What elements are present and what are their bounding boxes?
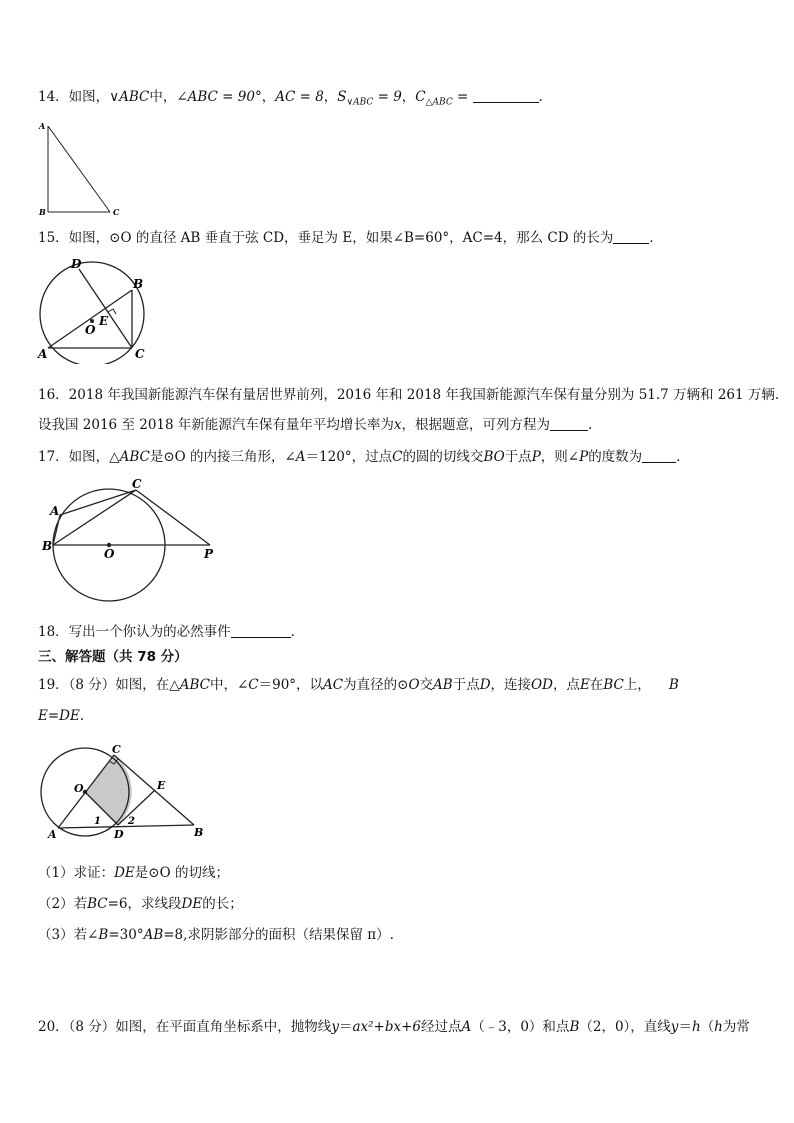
q19-part1-a: （1）求证： xyxy=(38,865,115,881)
q14-text xyxy=(38,88,552,112)
q19-e: ＝90°，以 xyxy=(258,677,324,693)
q14-condition-angle: ∠ABC = 90° xyxy=(176,89,262,105)
q17-e: ＝120°，过点 xyxy=(305,449,393,465)
q20-e: 经过点 xyxy=(421,1019,462,1035)
q19-label-angle-2: 2 xyxy=(128,816,135,827)
q15-label-o: O xyxy=(85,323,96,337)
q20-o: 为常 xyxy=(722,1019,750,1035)
q17-end: ． xyxy=(676,449,690,465)
q17-j: P xyxy=(531,449,541,465)
q19-label-o: O xyxy=(74,782,84,795)
q19-text xyxy=(38,676,679,694)
q19-p: E xyxy=(579,677,590,693)
q19-t: B xyxy=(668,677,679,693)
q20-f: A xyxy=(461,1019,472,1035)
q17-i: 于点 xyxy=(504,449,532,465)
q19-o: ，点 xyxy=(552,677,580,693)
q18-end: ． xyxy=(290,624,305,640)
q17-text xyxy=(38,448,690,466)
q19-part3-b: ∠B xyxy=(87,927,109,943)
q20-i: （2，0），直线 xyxy=(579,1019,671,1035)
q19-line2-expr: E=DE xyxy=(38,708,80,724)
q14-perimeter-eq: = xyxy=(452,89,469,105)
q14-area-symbol: S xyxy=(337,89,347,105)
q19-label-a: A xyxy=(48,828,57,840)
q14-perimeter-symbol: C xyxy=(415,89,426,105)
q20-a: 20．（8 分）如图，在平面直角坐标系中，抛物线 xyxy=(38,1019,332,1035)
q19-figure xyxy=(36,740,216,840)
q17-side-bc xyxy=(53,490,136,545)
q16-line2-a: 设我国 2016 至 2018 年新能源汽车保有量年平均增长率为 xyxy=(38,417,394,433)
q19-part3-d: AB xyxy=(143,927,164,943)
q17-f: C xyxy=(392,449,403,465)
q17-g: 的圆的切线交 xyxy=(402,449,484,465)
q20-k: ＝ xyxy=(678,1019,692,1035)
q17-k: ，则∠ xyxy=(540,449,580,465)
section-3-heading: 三、解答题（共 78 分） xyxy=(38,649,188,665)
q19-i: 交 xyxy=(419,677,434,693)
q15-circle xyxy=(40,262,144,364)
q19-label-angle-1: 1 xyxy=(94,816,101,827)
q19-r: BC xyxy=(603,677,624,693)
q17-label-c: C xyxy=(132,478,142,491)
q18-text xyxy=(38,623,304,641)
q14-side-ac xyxy=(48,126,110,212)
q19-s: 上， xyxy=(623,677,651,693)
q19-c: 中， xyxy=(209,677,237,693)
q20-m: （ xyxy=(700,1019,715,1035)
q19-a: 19．（8 分）如图，在 xyxy=(38,677,170,693)
q17-a: 17．如图， xyxy=(38,449,110,465)
q19-label-b: B xyxy=(194,826,204,839)
q19-part3-e: =8,求阴影部分的面积（结果保留 π）. xyxy=(163,927,394,943)
q16-line2-b: ，根据题意，可列方程为 xyxy=(401,417,551,433)
q18-answer-blank[interactable] xyxy=(231,623,291,638)
q19-label-e: E xyxy=(157,779,166,792)
q19-side-ab xyxy=(58,825,194,828)
q15-figure xyxy=(34,252,154,364)
q14-figure xyxy=(36,118,126,218)
q16-variable: x xyxy=(393,417,402,433)
q19-part2-a: （2）若 xyxy=(38,896,88,912)
q19-part2-b: BC xyxy=(87,896,108,912)
q14-zhong: 中， xyxy=(149,89,177,105)
q15-label-c: C xyxy=(135,347,145,361)
q19-part3-c: =30° xyxy=(108,927,144,943)
q17-figure xyxy=(38,478,228,608)
q19-j: AB xyxy=(433,677,453,693)
q15-body: 15．如图，⊙O 的直径 AB 垂直于弦 CD，垂足为 E，如果∠B=60°，AC=4，那么 CD 的长为 xyxy=(38,230,614,246)
q14-sep1: ， xyxy=(261,89,276,105)
q19-f: AC xyxy=(323,677,344,693)
q19-part1 xyxy=(38,864,229,882)
q20-d: ax²+bx+6 xyxy=(352,1019,421,1035)
q19-part2 xyxy=(38,895,243,913)
q20-g: （﹣3，0）和点 xyxy=(471,1019,570,1035)
q15-diameter-ab xyxy=(48,290,132,348)
q19-h: O xyxy=(408,677,420,693)
q19-part3-a: （3）若 xyxy=(38,927,88,943)
q17-label-b: B xyxy=(42,539,53,553)
q19-part1-b: DE xyxy=(114,865,135,881)
q15-label-a: A xyxy=(38,347,48,361)
q17-m: 的度数为 xyxy=(588,449,643,465)
q14-condition-ac: AC = 8 xyxy=(275,89,324,105)
q20-b: y xyxy=(331,1019,339,1035)
q14-sep2: ， xyxy=(323,89,338,105)
q20-h: B xyxy=(569,1019,580,1035)
q14-end: ． xyxy=(538,89,553,105)
q19-line2-end: . xyxy=(79,708,85,724)
q15-label-b: B xyxy=(133,277,144,291)
q19-m: ，连接 xyxy=(490,677,532,693)
q17-h: BO xyxy=(483,449,505,465)
q19-line2 xyxy=(38,707,84,725)
q19-part2-d: DE xyxy=(181,896,203,912)
q19-label-c: C xyxy=(112,743,121,756)
q14-label-b: B xyxy=(39,207,46,217)
q19-k: 于点 xyxy=(452,677,480,693)
q14-area-value: = 9 xyxy=(373,89,402,105)
q14-sep3: ， xyxy=(401,89,416,105)
q20-text xyxy=(38,1018,750,1036)
q15-label-d: D xyxy=(71,257,82,271)
q17-side-ac xyxy=(60,490,136,515)
q15-end: ． xyxy=(649,230,663,246)
q17-label-a: A xyxy=(50,504,60,518)
q14-number: 14．如图， xyxy=(38,89,110,105)
q19-g: 为直径的⊙ xyxy=(343,677,409,693)
q16-answer-blank[interactable] xyxy=(550,416,588,431)
q17-tangent-cp xyxy=(136,490,210,545)
q14-answer-blank[interactable] xyxy=(473,88,539,103)
q17-l: P xyxy=(579,449,589,465)
q14-label-a: A xyxy=(39,121,46,131)
q16-line2 xyxy=(38,416,592,434)
q17-answer-blank[interactable] xyxy=(642,448,676,463)
q20-l: h xyxy=(691,1019,701,1035)
q19-part1-c: 是⊙O 的切线； xyxy=(134,865,229,881)
q14-perimeter-sub: △ABC xyxy=(425,97,453,108)
q20-n: h xyxy=(714,1019,723,1035)
q15-text xyxy=(38,229,663,247)
q19-q: 在 xyxy=(589,677,604,693)
q18-body: 18．写出一个你认为的必然事件 xyxy=(38,624,231,640)
q17-label-o: O xyxy=(104,547,115,561)
q14-triangle: ∨ABC xyxy=(109,89,150,105)
q17-c: 是⊙O 的内接三角形， xyxy=(149,449,285,465)
q17-label-p: P xyxy=(204,547,214,561)
q20-c: ＝ xyxy=(338,1019,353,1035)
q19-label-d: D xyxy=(114,828,124,840)
q19-part2-e: 的长； xyxy=(202,896,243,912)
q16-line1: 16．2018 年我国新能源汽车保有量居世界前列，2016 年和 2018 年我国新能源汽车保有量分别为 51.7 万辆和 261 万辆. xyxy=(38,387,780,403)
q19-l: D xyxy=(479,677,491,693)
q19-part3 xyxy=(38,926,394,944)
q16-end: . xyxy=(588,417,593,433)
q19-n: OD xyxy=(531,677,553,693)
q17-d: ∠A xyxy=(284,449,306,465)
q14-label-c: C xyxy=(113,207,120,217)
q14-area-sub: ∨ABC xyxy=(346,97,374,108)
q19-d: ∠C xyxy=(236,677,259,693)
q19-b: △ABC xyxy=(169,677,210,693)
q20-j: y xyxy=(670,1019,679,1035)
q15-answer-blank[interactable] xyxy=(613,229,649,244)
q19-part2-c: =6，求线段 xyxy=(107,896,182,912)
q15-label-e: E xyxy=(99,314,109,328)
q17-b: △ABC xyxy=(109,449,150,465)
